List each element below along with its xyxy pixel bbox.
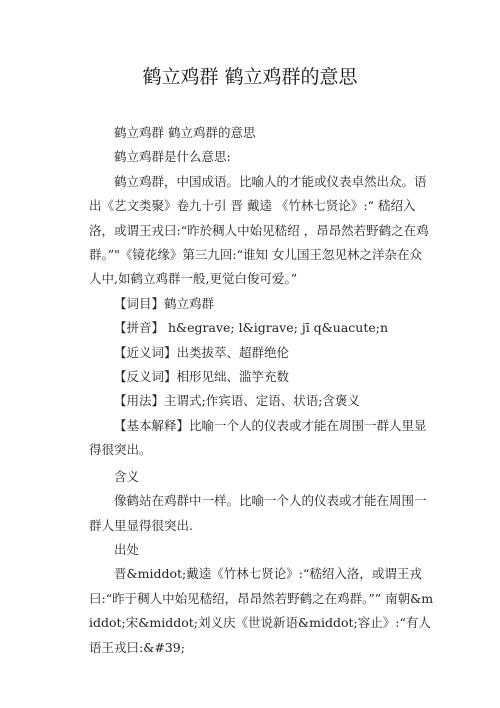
paragraph-synonyms: 【近义词】出类拔萃、超群绝伦 [114,344,290,360]
paragraph-usage: 【用法】主谓式;作宾语、定语、状语;含褒义 [114,393,360,409]
paragraph-heading-source: 出处 [114,541,140,557]
paragraph-headword: 【词目】鹤立鸡群 [114,295,215,311]
document-body [89,121,434,660]
paragraph-antonyms: 【反义词】相形见绌、滥竽充数 [114,369,290,385]
paragraph-subtitle: 鹤立鸡群 鹤立鸡群的意思 [114,125,256,140]
paragraph-question: 鹤立鸡群是什么意思: [114,149,231,165]
paragraph-meaning: 像鹤站在鸡群中一样。比喻一个人的仪表或才能在周围一群人里显得很突出. [89,493,427,533]
paragraph-heading-meaning: 含义 [114,468,140,484]
paragraph-source: 晋&middot;戴逵《竹林七贤论》:“嵇绍入洛，或谓王戎曰:“昨于稠人中始见嵇绍，昂昂然若野鹤之在鸡群。”” 南朝&middot;宋&middot;刘义庆《世说新语&middot;容止》:“有人语王戎曰:&#39; [89,566,434,655]
paragraph-pinyin: 【拼音】 h&egrave; l&igrave; jī q&uacute;n [114,320,389,336]
paragraph-definition: 鹤立鸡群，中国成语。比喻人的才能或仪表卓然出众。语出《艺文类聚》卷九十引 晋 戴逵 《竹林七贤论》:“ 嵇绍入洛，或谓王戎曰:“昨於稠人中始见嵇绍 ，昂昂然若野鹤之在鸡群。”"《镜花缘》第三九回:“谁知 女儿国王忽见林之洋杂在众人中,如鹤立鸡群一般,更觉白俊可爱。” [89,173,429,287]
paragraph-basic-meaning: 【基本解释】比喻一个人的仪表或才能在周围一群人里显得很突出。 [89,417,427,458]
document-title: 鹤立鸡群 鹤立鸡群的意思 [142,66,358,88]
